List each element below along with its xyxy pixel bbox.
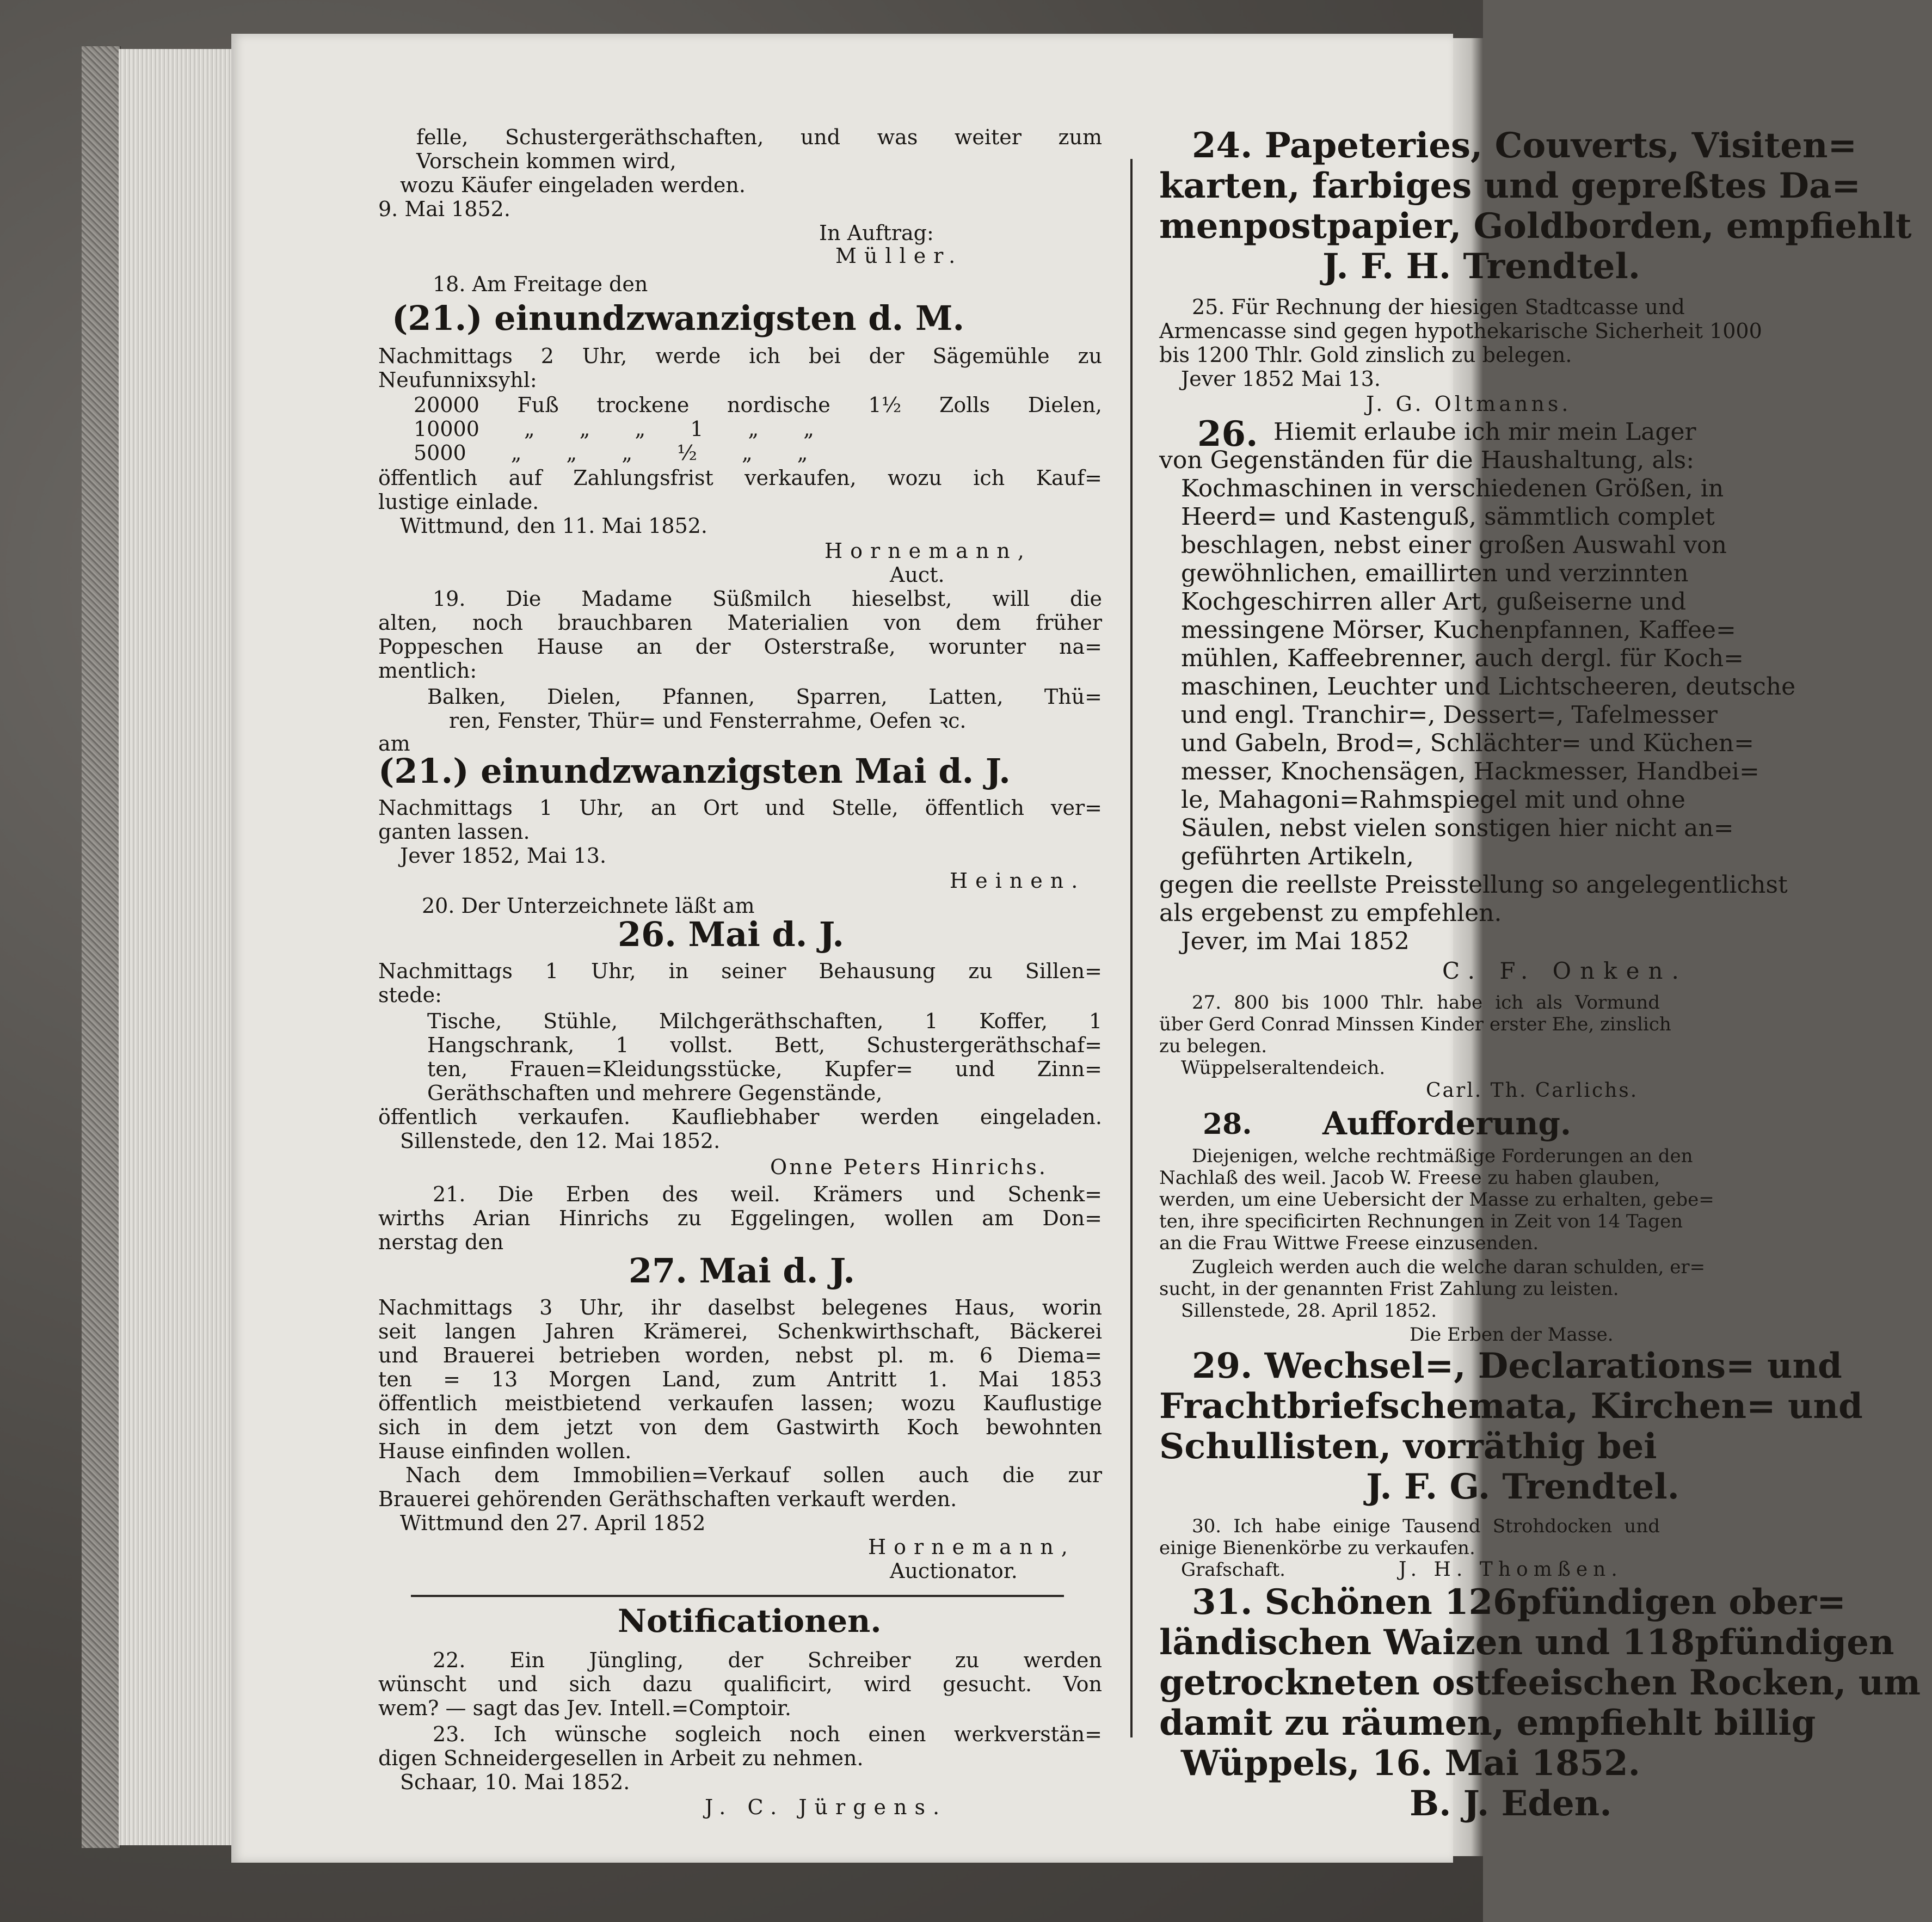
section-rule (411, 1595, 1064, 1597)
text-line: Schaar, 10. Mai 1852. (400, 1770, 630, 1794)
text-line: digen Schneidergesellen in Arbeit zu nehmen. (378, 1746, 864, 1770)
text-line: Sillenstede, den 12. Mai 1852. (400, 1129, 721, 1153)
text-line: Wittmund, den 11. Mai 1852. (400, 514, 708, 538)
text-line: ten = 13 Morgen Land, zum Antritt 1. Mai 1853 (378, 1367, 1102, 1391)
text-line: bis 1200 Thlr. Gold zinslich zu belegen. (1159, 343, 1572, 367)
text-line: 9. Mai 1852. (378, 197, 510, 221)
text-line: 27. 800 bis 1000 Thlr. habe ich als Vormund (1192, 992, 1660, 1014)
text-line: zu belegen. (1159, 1035, 1268, 1057)
text-line: Nachlaß des weil. Jacob W. Freese zu haben glauben, (1159, 1167, 1660, 1189)
text-line: Hiemit erlaube ich mir mein Lager (1273, 418, 1696, 446)
text-line: am (378, 732, 410, 756)
text-line: Neufunnixsyhl: (378, 368, 537, 392)
text-line: messer, Knochensägen, Hackmesser, Handbei= (1181, 758, 1759, 785)
auction-date-heading: (21.) einundzwanzigsten Mai d. J. (378, 751, 1011, 791)
text-line: ganten lassen. (378, 820, 530, 844)
text-line: Nachmittags 1 Uhr, an Ort und Stelle, öffentlich ver= (378, 796, 1102, 820)
text-line: wünscht und sich dazu qualificirt, wird gesucht. Von (378, 1672, 1102, 1696)
item-number: 28. (1203, 1108, 1252, 1141)
text-line: seit langen Jahren Krämerei, Schenkwirthschaft, Bäckerei (378, 1319, 1102, 1343)
text-line: Hangschrank, 1 vollst. Bett, Schustergeräthschaf= (427, 1033, 1102, 1057)
text-line: beschlagen, nebst einer großen Auswahl von (1181, 531, 1727, 559)
text-line: an die Frau Wittwe Freese einzusenden. (1159, 1232, 1539, 1254)
section-heading: Notificationen. (618, 1602, 882, 1639)
text-line: wem? — sagt das Jev. Intell.=Comptoir. (378, 1696, 791, 1720)
text-line: Jever, im Mai 1852 (1181, 928, 1410, 955)
text-line: Sillenstede, 28. April 1852. (1181, 1300, 1437, 1322)
text-line: Säulen, nebst vielen sonstigen hier nicht an= (1181, 814, 1734, 842)
text-line: werden, um eine Uebersicht der Masse zu erhalten, gebe= (1159, 1189, 1714, 1211)
text-line: und Gabeln, Brod=, Schlächter= und Küchen= (1181, 729, 1754, 757)
text-line: sich in dem jetzt von dem Gastwirth Koch bewohnten (378, 1415, 1102, 1439)
text-line: 5000 „ „ „ ½ „ „ (414, 441, 808, 465)
item-number: 26. (1197, 414, 1258, 455)
text-line: und engl. Tranchir=, Dessert=, Tafelmesser (1181, 701, 1718, 729)
advertisement-heading: 24. Papeteries, Couverts, Visiten= (1192, 125, 1857, 166)
text-line: lustige einlade. (378, 490, 539, 514)
signature-line: Carl. Th. Carlichs. (1426, 1079, 1639, 1102)
signature-line: C. F. Onken. (1442, 957, 1688, 984)
text-line: 20. Der Unterzeichnete läßt am (422, 894, 755, 918)
text-line: Auctionator. (890, 1559, 1018, 1583)
text-line: nerstag den (378, 1230, 504, 1254)
text-line: Zugleich werden auch die welche daran schulden, er= (1192, 1256, 1706, 1278)
text-line: 21. Die Erben des weil. Krämers und Schenk= (433, 1182, 1102, 1206)
signature-line: J. H. Thomßen. (1399, 1558, 1623, 1581)
column-divider (1130, 159, 1133, 1737)
signature-line: Die Erben der Masse. (1410, 1324, 1614, 1346)
signature-line: J. G. Oltmanns. (1366, 392, 1572, 416)
text-line: maschinen, Leuchter und Lichtscheeren, deutsche (1181, 673, 1796, 701)
text-line: Jever 1852 Mai 13. (1181, 367, 1381, 391)
text-line: Poppeschen Hause an der Osterstraße, worunter na= (378, 635, 1102, 659)
book-binding-board (82, 46, 121, 1848)
text-line: Auct. (890, 563, 945, 587)
text-line: Nachmittags 1 Uhr, in seiner Behausung zu Sillen= (378, 959, 1102, 983)
text-line: mentlich: (378, 659, 477, 683)
text-line: Wüppelseraltendeich. (1181, 1057, 1386, 1079)
advertisement-heading: ländischen Waizen und 118pfündigen (1159, 1622, 1894, 1663)
page-edges-stack (119, 49, 233, 1845)
advertisement-heading: Wüppels, 16. Mai 1852. (1181, 1743, 1640, 1784)
section-heading: Aufforderung. (1322, 1105, 1572, 1142)
document-page (231, 34, 1921, 1863)
text-line: 22. Ein Jüngling, der Schreiber zu werden (433, 1648, 1102, 1672)
text-line: ren, Fenster, Thür= und Fensterrahme, Oefen ꝛc. (449, 709, 967, 733)
text-line: 10000 „ „ „ 1 „ „ (414, 417, 814, 441)
signature-line: Heinen. (950, 869, 1086, 893)
text-line: Nachmittags 2 Uhr, werde ich bei der Sägemühle zu (378, 344, 1102, 368)
text-line: Balken, Dielen, Pfannen, Sparren, Latten, Thü= (427, 685, 1102, 709)
text-line: Nach dem Immobilien=Verkauf sollen auch die zur (405, 1463, 1102, 1487)
text-line: Grafschaft. (1181, 1559, 1285, 1581)
text-line: gewöhnlichen, emaillirten und verzinnten (1181, 560, 1689, 587)
text-line: geführten Artikeln, (1181, 843, 1414, 870)
text-line: Geräthschaften und mehrere Gegenstände, (427, 1081, 883, 1105)
text-line: Nachmittags 3 Uhr, ihr daselbst belegenes Haus, worin (378, 1295, 1102, 1319)
text-line: über Gerd Conrad Minssen Kinder erster Ehe, zinslich (1159, 1014, 1671, 1035)
text-line: Diejenigen, welche rechtmäßige Forderungen an den (1192, 1145, 1693, 1167)
text-line: Wittmund den 27. April 1852 (400, 1511, 706, 1535)
text-line: In Auftrag: (819, 221, 934, 245)
text-line: mühlen, Kaffeebrenner, auch dergl. für Koch= (1181, 644, 1744, 672)
text-line: 20000 Fuß trockene nordische 1½ Zolls Dielen, (414, 393, 1102, 417)
text-line: öffentlich auf Zahlungsfrist verkaufen, wozu ich Kauf= (378, 466, 1102, 490)
signature-line: J. C. Jürgens. (705, 1795, 947, 1819)
advertisement-heading: getrockneten ostfeeischen Rocken, um (1159, 1662, 1921, 1703)
text-line: Jever 1852, Mai 13. (400, 844, 607, 868)
text-line: 19. Die Madame Süßmilch hieselbst, will die (433, 587, 1102, 611)
text-line: 23. Ich wünsche sogleich noch einen werkverstän= (433, 1722, 1102, 1746)
text-line: Kochgeschirren aller Art, gußeiserne und (1181, 588, 1687, 616)
advertiser-name: J. F. H. Trendtel. (1322, 246, 1641, 287)
text-line: Armencasse sind gegen hypothekarische Sicherheit 1000 (1159, 319, 1762, 343)
text-line: Brauerei gehörenden Geräthschaften verkauft werden. (378, 1487, 957, 1511)
auction-date-heading: 27. Mai d. J. (629, 1251, 856, 1291)
text-line: Kochmaschinen in verschiedenen Größen, in (1181, 475, 1724, 502)
text-line: und Brauerei betrieben worden, nebst pl. m. 6 Diema= (378, 1343, 1102, 1367)
advertisement-heading: 31. Schönen 126pfündigen ober= (1192, 1582, 1846, 1623)
text-line: sucht, in der genannten Frist Zahlung zu leisten. (1159, 1278, 1619, 1300)
text-line: Tische, Stühle, Milchgeräthschaften, 1 Koffer, 1 (427, 1009, 1102, 1033)
text-line: messingene Mörser, Kuchenpfannen, Kaffee= (1181, 616, 1736, 644)
advertisement-heading: karten, farbiges und gepreßtes Da= (1159, 165, 1861, 206)
advertisement-heading: Schullisten, vorräthig bei (1159, 1426, 1657, 1467)
text-line: gegen die reellste Preisstellung so angelegentlichst (1159, 871, 1788, 899)
text-line: als ergebenst zu empfehlen. (1159, 899, 1502, 927)
text-line: Hause einfinden wollen. (378, 1439, 632, 1463)
text-line: ten, ihre specificirten Rechnungen in Zeit von 14 Tagen (1159, 1211, 1683, 1232)
text-line: einige Bienenkörbe zu verkaufen. (1159, 1537, 1475, 1559)
advertisement-heading: 29. Wechsel=, Declarations= und (1192, 1346, 1842, 1386)
auction-date-heading: 26. Mai d. J. (618, 914, 845, 954)
text-line: 30. Ich habe einige Tausend Strohdocken und (1192, 1515, 1660, 1537)
signature-line: Hornemann, (868, 1535, 1075, 1559)
signature-line: Müller. (835, 244, 963, 268)
text-line: Vorschein kommen wird, (416, 149, 676, 173)
text-line: 25. Für Rechnung der hiesigen Stadtcasse und (1192, 295, 1685, 319)
text-line: wozu Käufer eingeladen werden. (400, 173, 746, 197)
signature-line: Onne Peters Hinrichs. (770, 1155, 1048, 1179)
text-line: felle, Schustergeräthschaften, und was weiter zum (416, 125, 1102, 149)
text-line: stede: (378, 983, 442, 1007)
advertiser-name: J. F. G. Trendtel. (1366, 1466, 1679, 1507)
advertisement-heading: Frachtbriefschemata, Kirchen= und (1159, 1386, 1863, 1427)
auction-date-heading: (21.) einundzwanzigsten d. M. (392, 298, 965, 338)
text-line: wirths Arian Hinrichs zu Eggelingen, wollen am Don= (378, 1206, 1102, 1230)
text-line: öffentlich verkaufen. Kaufliebhaber werden eingeladen. (378, 1105, 1102, 1129)
text-line: 18. Am Freitage den (433, 272, 648, 296)
advertisement-heading: menpostpapier, Goldborden, empfiehlt (1159, 206, 1912, 247)
signature-line: Hornemann, (825, 539, 1032, 563)
text-line: öffentlich meistbietend verkaufen lassen; wozu Kauflustige (378, 1391, 1102, 1415)
advertiser-name: B. J. Eden. (1410, 1783, 1612, 1824)
text-line: alten, noch brauchbaren Materialien von dem früher (378, 611, 1102, 635)
text-line: le, Mahagoni=Rahmspiegel mit und ohne (1181, 786, 1685, 814)
text-line: ten, Frauen=Kleidungsstücke, Kupfer= und Zinn= (427, 1057, 1102, 1081)
advertisement-heading: damit zu räumen, empfiehlt billig (1159, 1703, 1816, 1743)
text-line: von Gegenständen für die Haushaltung, als: (1159, 446, 1695, 474)
text-line: Heerd= und Kastenguß, sämmtlich complet (1181, 503, 1715, 531)
